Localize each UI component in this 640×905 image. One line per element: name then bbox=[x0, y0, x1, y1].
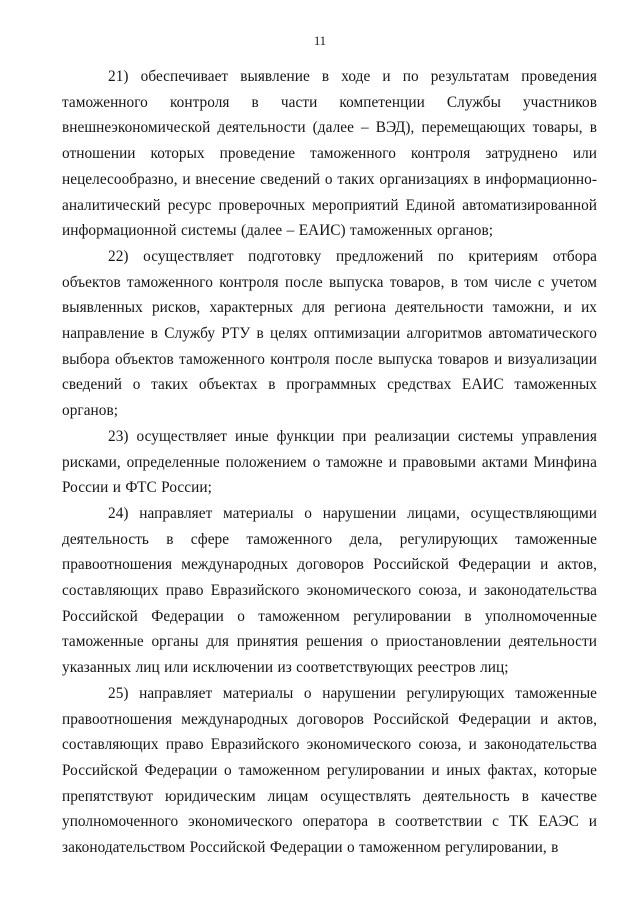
document-body bbox=[62, 64, 597, 861]
paragraph-item-24: 24) направляет материалы о нарушении лицами, осуществляющими деятельность в сфере таможенного дела, регулирующих таможенные правоотношения международных договоров Российской Федерации и актов, составляющих право Евразийского экономического союза, и законодательства Российской Федерации о таможенном регулировании в уполномоченные таможенные органы для принятия решения о приостановлении деятельности указанных лиц или исключении из соответствующих реестров лиц; bbox=[62, 504, 597, 677]
paragraph-item-22: 22) осуществляет подготовку предложений по критериям отбора объектов таможенного контроля после выпуска товаров, в том числе с учетом выявленных рисков, характерных для региона деятельности таможни, и их направление в Службу РТУ в целях оптимизации алгоритмов автоматического выбора объектов таможенного контроля после выпуска товаров и визуализации сведений о таких объектах в программных средствах ЕАИС таможенных органов; bbox=[62, 247, 597, 420]
paragraph-item-21: 21) обеспечивает выявление в ходе и по результатам проведения таможенного контроля в части компетенции Службы участников внешнеэкономической деятельности (далее – ВЭД), перемещающих товары, в отношении которых проведение таможенного контроля затруднено или нецелесообразно, и внесение сведений о таких организациях в информационно-аналитический ресурс проверочных мероприятий Единой автоматизированной информационной системы (далее – ЕАИС) таможенных органов; bbox=[62, 68, 597, 240]
paragraph-item-23: 23) осуществляет иные функции при реализации системы управления рисками, определенные положением о таможне и правовыми актами Минфина России и ФТС России; bbox=[62, 427, 597, 497]
page-number: 11 bbox=[313, 34, 327, 48]
paragraph-item-25: 25) направляет материалы о нарушении регулирующих таможенные правоотношения международных договоров Российской Федерации и актов, составляющих право Евразийского экономического союза, и законодательства Российской Федерации о таможенном регулировании и иных фактах, которые препятствуют юридическим лицам осуществлять деятельность в качестве уполномоченного экономического оператора в соответствии с ТК ЕАЭС и законодательством Российской Федерации о таможенном регулировании, в bbox=[62, 684, 597, 857]
